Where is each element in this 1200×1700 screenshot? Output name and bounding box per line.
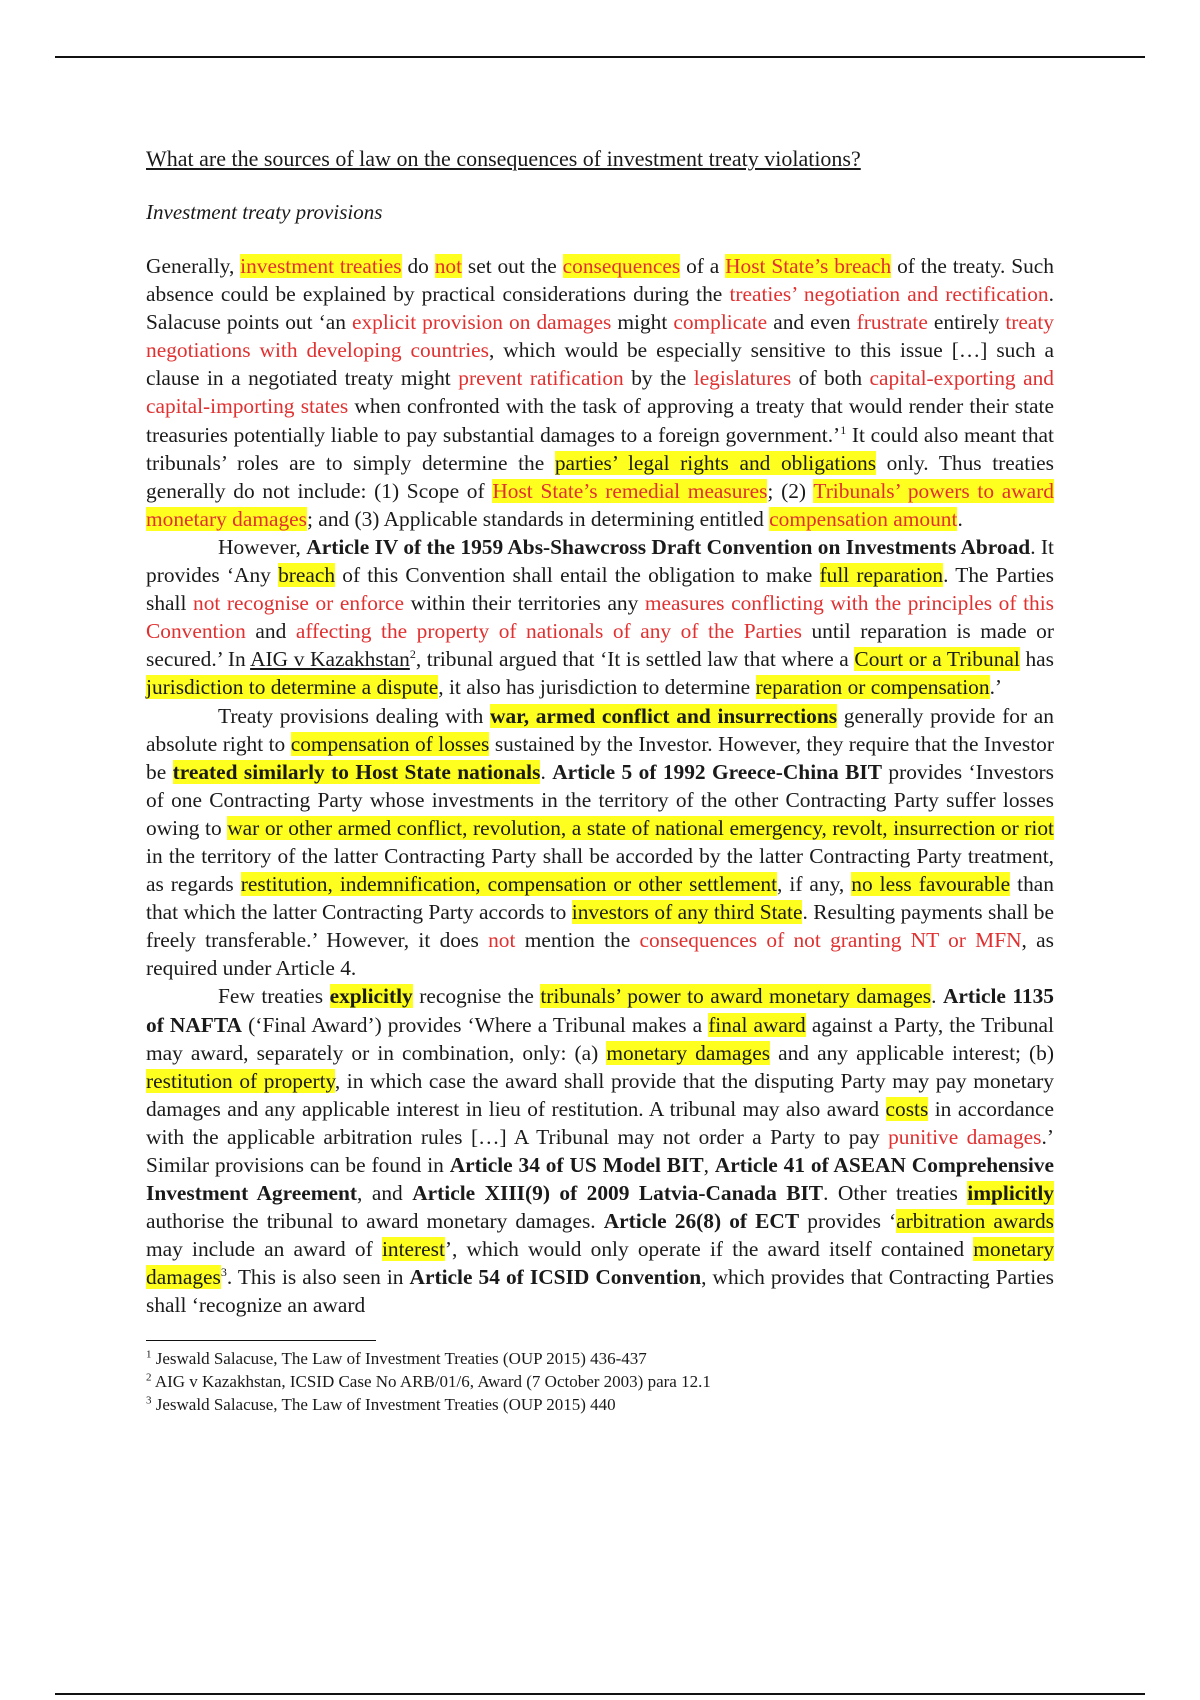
text-run: entirely bbox=[927, 310, 1006, 335]
text-run: , tribunal argued that ‘It is settled law that where a bbox=[415, 647, 855, 672]
text-run: might bbox=[611, 310, 674, 335]
text-run: and any applicable interest; (b) bbox=[770, 1040, 1054, 1065]
text-run: explicit provision on damages bbox=[351, 310, 612, 335]
text-run: generally provide for an absolute right to bbox=[146, 703, 1054, 756]
text-run: legislatures bbox=[693, 366, 792, 391]
footnote-separator bbox=[146, 1340, 376, 1341]
text-run: However, bbox=[218, 534, 307, 559]
text-run: consequences of not granting NT or MFN bbox=[639, 928, 1022, 953]
text-run: authorise the tribunal to award monetary damages. bbox=[146, 1209, 604, 1234]
footnote-ref: 1 bbox=[840, 422, 847, 437]
text-run: . bbox=[931, 984, 943, 1009]
text-run: only. Thus treaties generally do not include: (1) Scope of bbox=[146, 450, 1054, 503]
text-run: of both bbox=[791, 366, 870, 391]
text-run: investors of any third State bbox=[571, 900, 803, 925]
text-run: in accordance with the applicable arbitration rules […] A Tribunal may not order a Party to pay bbox=[146, 1096, 1055, 1149]
text-run: compensation of losses bbox=[290, 731, 490, 756]
text-run: and even bbox=[767, 310, 857, 335]
footnote bbox=[146, 1347, 1054, 1370]
text-run: full reparation bbox=[819, 563, 944, 588]
text-run: provides ‘ bbox=[799, 1209, 897, 1234]
text-run: treaties’ negotiation and rectification bbox=[729, 282, 1049, 307]
body-text bbox=[146, 252, 1054, 1320]
text-run: .’ Similar provisions can be found in bbox=[146, 1124, 1054, 1177]
text-run: capital-exporting and capital-importing states bbox=[146, 366, 1055, 419]
text-run: parties’ legal rights and obligations bbox=[554, 450, 877, 475]
paragraph bbox=[146, 533, 1054, 702]
text-run: . The Parties shall bbox=[146, 563, 1054, 616]
text-run: interest bbox=[381, 1237, 445, 1262]
paragraph bbox=[146, 702, 1054, 983]
text-run: within their territories any bbox=[404, 591, 645, 616]
text-run: of a bbox=[680, 254, 726, 278]
text-run: Host State’s breach bbox=[725, 254, 892, 278]
section-title: What are the sources of law on the consequences of investment treaty violations? bbox=[146, 146, 861, 171]
text-run: Article 34 of US Model BIT bbox=[449, 1153, 704, 1177]
text-run: against a Party, the Tribunal may award, separately or in combination, only: (a) bbox=[146, 1012, 1054, 1065]
text-run: restitution, indemnification, compensation or other settlement bbox=[240, 872, 778, 897]
footnote-number: 3 bbox=[146, 1393, 152, 1406]
text-run: , which provides that Contracting Parties shall ‘recognize an award bbox=[146, 1265, 1055, 1318]
text-run: compensation amount bbox=[769, 506, 958, 531]
text-run: consequences bbox=[562, 254, 681, 278]
text-run: war or other armed conflict, revolution, a state of national emergency, revolt, insurrection or riot bbox=[227, 815, 1055, 840]
text-run: Few treaties bbox=[218, 984, 330, 1009]
text-run: Article XIII(9) of 2009 Latvia-Canada BIT bbox=[412, 1181, 824, 1206]
text-run: . bbox=[957, 506, 963, 531]
text-run: Article 26(8) of ECT bbox=[603, 1209, 800, 1234]
text-run: not bbox=[434, 254, 463, 278]
text-run: provides ‘Investors of one Contracting Party whose investments in the territory of the other Contracting Party suffer losses owing to bbox=[146, 759, 1054, 840]
text-run: AIG v Kazakhstan bbox=[250, 647, 410, 672]
text-run: investment treaties bbox=[240, 254, 402, 278]
text-run: Treaty provisions dealing with bbox=[218, 703, 491, 728]
text-run: Tribunals’ powers to award monetary damages bbox=[146, 478, 1054, 531]
header-rule bbox=[55, 56, 1145, 58]
text-run: and bbox=[245, 619, 296, 644]
text-run: not bbox=[488, 928, 516, 953]
text-run: , as required under Article 4. bbox=[146, 928, 1054, 981]
text-run: jurisdiction to determine a dispute bbox=[146, 675, 439, 700]
text-run: implicitly bbox=[967, 1181, 1054, 1206]
text-run: . This is also seen in bbox=[226, 1265, 410, 1290]
text-run: , in which case the award shall provide that the disputing Party may pay monetary damages and any applicable interest in lieu of restitution. A tribunal may also award bbox=[146, 1068, 1055, 1121]
text-run: in the territory of the latter Contracting Party shall be accorded by the latter Contracting Party treatment, as regards bbox=[146, 843, 1054, 897]
text-run: arbitration awards bbox=[896, 1209, 1054, 1234]
text-run: , if any, bbox=[777, 872, 852, 897]
text-run: ; and (3) Applicable standards in determining entitled bbox=[306, 506, 770, 531]
text-run: Article 54 of ICSID Convention bbox=[409, 1265, 702, 1290]
footnote-ref: 3 bbox=[220, 1265, 227, 1280]
text-run: of this Convention shall entail the obligation to make bbox=[335, 563, 820, 588]
text-run: (‘Final Award’) provides ‘Where a Tribunal makes a bbox=[242, 1012, 709, 1037]
text-run: . Resulting payments shall be freely transferable.’ However, it does bbox=[146, 900, 1054, 953]
text-run: treaty negotiations with developing countries bbox=[146, 310, 1055, 363]
footnote-number: 1 bbox=[146, 1347, 152, 1360]
text-run: , and bbox=[357, 1181, 413, 1206]
text-run: war, armed conflict and insurrections bbox=[490, 703, 838, 728]
text-run: , it also has jurisdiction to determine bbox=[438, 675, 756, 700]
text-run: Generally, bbox=[146, 254, 241, 278]
text-run: no less favourable bbox=[851, 872, 1011, 897]
paragraph bbox=[146, 252, 1054, 533]
document-page bbox=[146, 142, 1054, 1416]
text-run: It could also meant that tribunals’ roles are to simply determine the bbox=[146, 422, 1054, 475]
subsection-title: Investment treaty provisions bbox=[146, 200, 383, 224]
text-run: by the bbox=[623, 366, 694, 391]
text-run: , which would be especially sensitive to this issue […] such a clause in a negotiated treaty might bbox=[146, 338, 1054, 391]
text-run: . bbox=[540, 759, 553, 784]
text-run: , bbox=[703, 1153, 715, 1177]
text-run: affecting the property of nationals of any of the Parties bbox=[295, 619, 802, 644]
text-run: . It provides ‘Any bbox=[146, 534, 1054, 588]
text-run: do bbox=[401, 254, 435, 278]
footnote-text: Jeswald Salacuse, The Law of Investment Treaties (OUP 2015) 440 bbox=[155, 1394, 616, 1414]
text-run: Article IV of the 1959 Abs-Shawcross Draft Convention on Investments Abroad bbox=[306, 534, 1031, 559]
text-run: frustrate bbox=[856, 310, 928, 335]
text-run: reparation or compensation bbox=[755, 675, 990, 700]
text-run: may include an award of bbox=[146, 1237, 382, 1262]
text-run: . Salacuse points out ‘an bbox=[146, 282, 1054, 335]
text-run: complicate bbox=[673, 310, 768, 335]
text-run: mention the bbox=[515, 928, 640, 953]
text-run: than that which the latter Contracting Party accords to bbox=[146, 872, 1054, 925]
text-run: prevent ratification bbox=[458, 366, 624, 391]
footnote bbox=[146, 1370, 1054, 1393]
footnote-text: AIG v Kazakhstan, ICSID Case No ARB/01/6, Award (7 October 2003) para 12.1 bbox=[154, 1371, 711, 1391]
footer-rule bbox=[55, 1693, 1145, 1695]
text-run: Article 41 of ASEAN Comprehensive Investment Agreement bbox=[146, 1153, 1054, 1206]
text-run: ’, which would only operate if the award itself contained bbox=[444, 1237, 974, 1262]
text-run: Article 5 of 1992 Greece-China BIT bbox=[552, 759, 882, 784]
text-run: not recognise or enforce bbox=[193, 591, 405, 616]
text-run: until reparation is made or secured.’ In bbox=[146, 619, 1054, 672]
text-run: treated similarly to Host State nationals bbox=[172, 759, 541, 784]
text-run: .’ bbox=[989, 675, 1003, 700]
text-run: sustained by the Investor. However, they require that the Investor be bbox=[146, 731, 1054, 784]
text-run: punitive damages bbox=[888, 1124, 1042, 1149]
text-run: monetary damages bbox=[606, 1040, 771, 1065]
text-run: Host State’s remedial measures bbox=[492, 478, 768, 503]
text-run: of the treaty. Such absence could be explained by practical considerations during the bbox=[146, 254, 1054, 307]
text-run: when confronted with the task of approving a treaty that would render their state treasuries potentially liable to pay substantial damages to a foreign government.’ bbox=[146, 394, 1054, 447]
text-run: has bbox=[1019, 647, 1054, 672]
text-run: set out the bbox=[462, 254, 563, 278]
text-run: final award bbox=[708, 1012, 806, 1037]
text-run: breach bbox=[278, 563, 336, 588]
text-run: Court or a Tribunal bbox=[854, 647, 1020, 672]
footnote bbox=[146, 1393, 1054, 1416]
text-run: recognise the bbox=[412, 984, 541, 1009]
paragraph bbox=[146, 982, 1054, 1319]
text-run: tribunals’ power to award monetary damages bbox=[540, 984, 932, 1009]
text-run: . Other treaties bbox=[823, 1181, 968, 1206]
text-run: monetary damages bbox=[146, 1237, 1055, 1290]
text-run: Article 1135 of NAFTA bbox=[146, 984, 1054, 1037]
text-run: explicitly bbox=[329, 984, 413, 1009]
footnote-ref: 2 bbox=[409, 647, 416, 662]
text-run: ; (2) bbox=[767, 478, 814, 503]
footnote-number: 2 bbox=[146, 1370, 152, 1383]
footnote-text: Jeswald Salacuse, The Law of Investment Treaties (OUP 2015) 436-437 bbox=[155, 1348, 647, 1368]
text-run: costs bbox=[885, 1096, 929, 1121]
text-run: measures conflicting with the principles of this Convention bbox=[146, 591, 1054, 644]
footnotes bbox=[146, 1347, 1054, 1416]
text-run: restitution of property bbox=[146, 1068, 335, 1093]
